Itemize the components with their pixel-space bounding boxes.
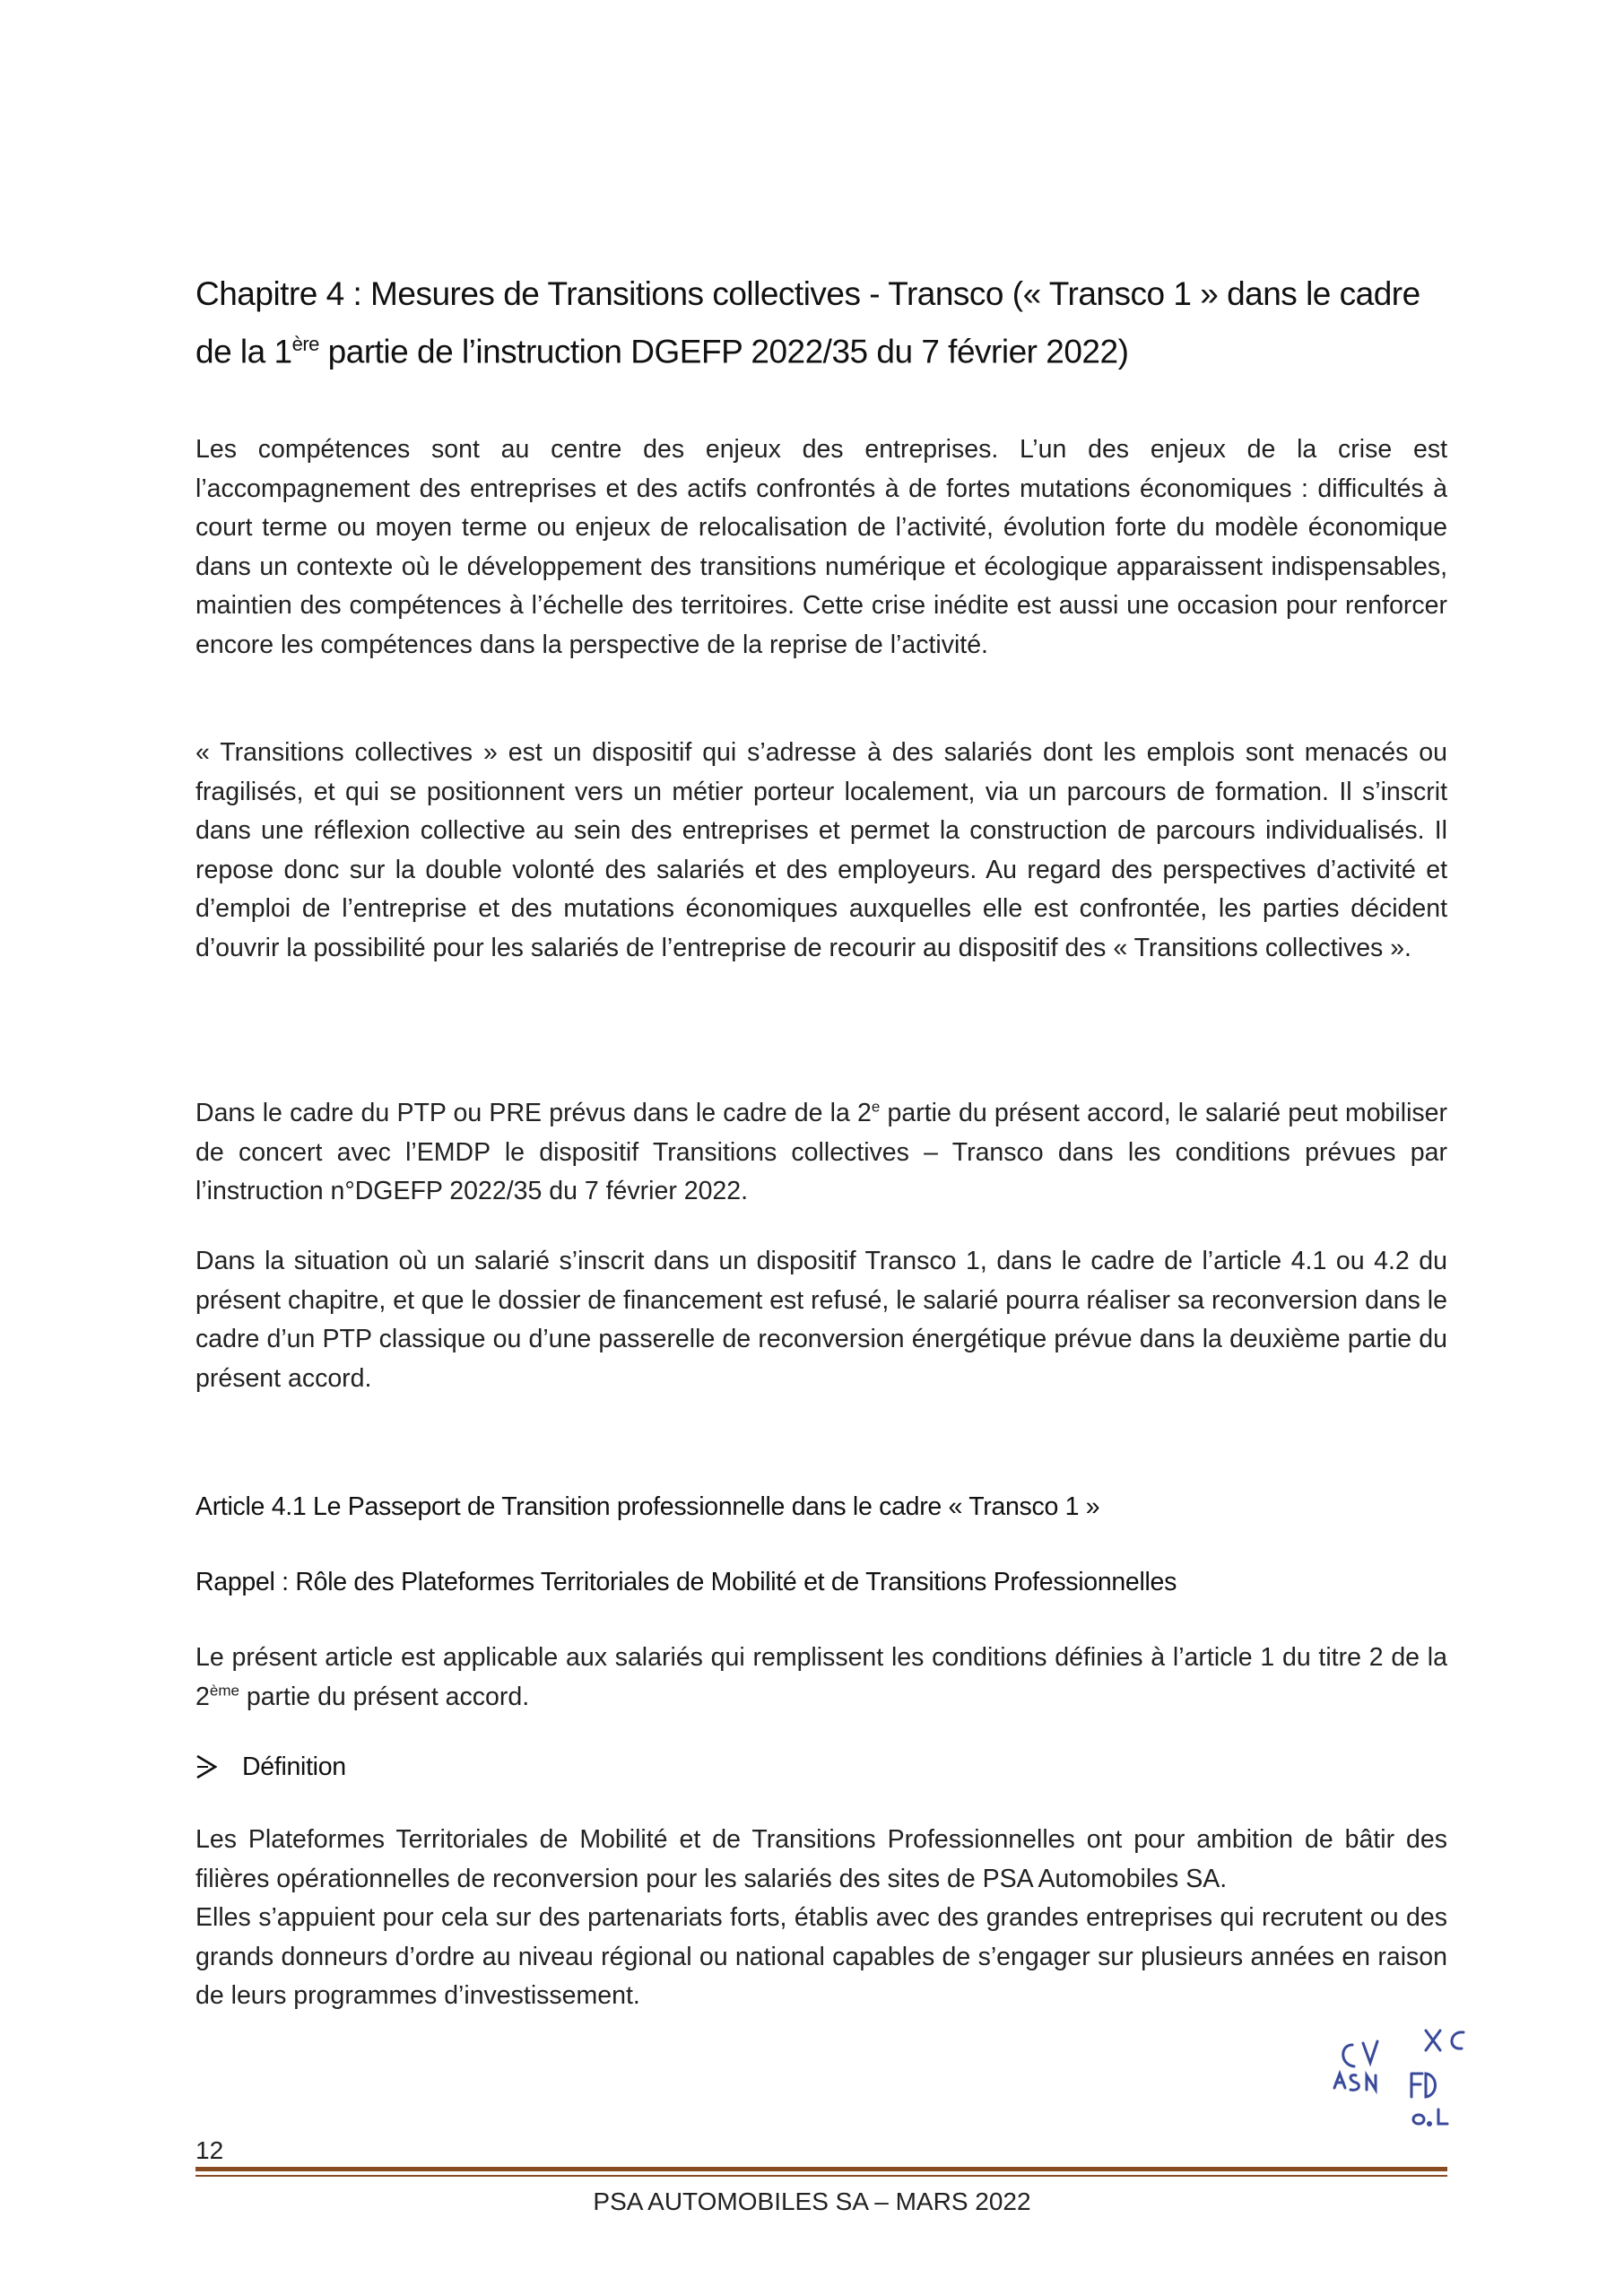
chapter-title-line1: Chapitre 4 : Mesures de Transitions collectives - Transco (« Transco 1 » dans le cadre	[195, 275, 1420, 312]
page-footer: PSA AUTOMOBILES SA – MARS 2022	[593, 2187, 1031, 2215]
paragraph-competences: Les compétences sont au centre des enjeux des entreprises. L’un des enjeux de la crise est l’accompagnement des entreprises et des actifs confrontés à de fortes mutations économiques : difficultés à court terme ou moyen terme ou enjeux de relocalisation de l’activité, évolution forte du modèle économique dans un contexte où le développement des transitions numérique et écologique apparaissent indispensables, maintien des compétences à l’échelle des territoires. Cette crise inédite est aussi une occasion pour renforcer encore les compétences dans la perspective de la reprise de l’activité.	[195, 435, 1447, 659]
chapter-title-line2-start: de la 1	[195, 333, 292, 370]
chapter-title-line2-end: partie de l’instruction DGEFP 2022/35 du 7 février 2022)	[318, 333, 1129, 370]
arrow-bullet-icon	[195, 1754, 217, 1779]
paragraph-transco-refus: Dans la situation où un salarié s’inscrit dans un dispositif Transco 1, dans le cadre de l’article 4.1 ou 4.2 du présent chapitre, et que le dossier de financement est refusé, le salarié pourra réaliser sa reconversion dans le cadre d’un PTP classique ou d’une passerelle de reconversion énergétique prévue dans la deuxième partie du présent accord.	[195, 1247, 1447, 1393]
chapter-title	[195, 269, 1451, 377]
paragraph-ptp-pre: Dans le cadre du PTP ou PRE prévus dans le cadre de la 2e partie du présent accord, le salarié peut mobiliser de concert avec l’EMDP le dispositif Transitions collectives – Transco dans les conditions prévues par l’instruction n°DGEFP 2022/35 du 7 février 2022.	[195, 1098, 1447, 1205]
paragraph-transitions-collectives: « Transitions collectives » est un dispositif qui s’adresse à des salariés dont les emplois sont menacés ou fragilisés, et qui se positionnent vers un métier porteur localement, via un parcours de formation. Il s’inscrit dans une réflexion collective au sein des entreprises et permet la construction de parcours individualisés. Il repose donc sur la double volonté des salariés et des employeurs. Au regard des perspectives d’activité et d’emploi de l’entreprise et des mutations économiques auxquelles elle est confrontée, les parties décident d’ouvrir la possibilité pour les salariés de l’entreprise de recourir au dispositif des « Transitions collectives ».	[195, 738, 1447, 962]
chapter-title-superscript: ère	[291, 333, 319, 355]
paragraph-plateformes: Les Plateformes Territoriales de Mobilité et de Transitions Professionnelles ont pour ambition de bâtir des filières opérationnelles de reconversion pour les salariés des sites de PSA Automobiles SA.	[195, 1825, 1447, 1893]
footer-rule-thick	[195, 2167, 1447, 2171]
article-heading: Article 4.1 Le Passeport de Transition professionnelle dans le cadre « Transco 1 »	[195, 1492, 1100, 1521]
page-number: 12	[195, 2136, 224, 2164]
definition-heading: Définition	[242, 1752, 346, 1781]
footer-rule-thin	[195, 2175, 1447, 2177]
rappel-heading: Rappel : Rôle des Plateformes Territoriales de Mobilité et de Transitions Professionnelles	[195, 1568, 1177, 1596]
paragraph-applicable: Le présent article est applicable aux salariés qui remplissent les conditions définies à l’article 1 du titre 2 de la 2ème partie du présent accord.	[195, 1643, 1447, 1711]
handwritten-initials	[1327, 2018, 1480, 2135]
paragraph-partenariats: Elles s’appuient pour cela sur des partenariats forts, établis avec des grandes entreprises qui recrutent ou des grands donneurs d’ordre au niveau régional ou national capables de s’engager sur plusieurs années en raison de leurs programmes d’investissement.	[195, 1903, 1447, 2010]
definition-bullet	[195, 1749, 346, 1785]
